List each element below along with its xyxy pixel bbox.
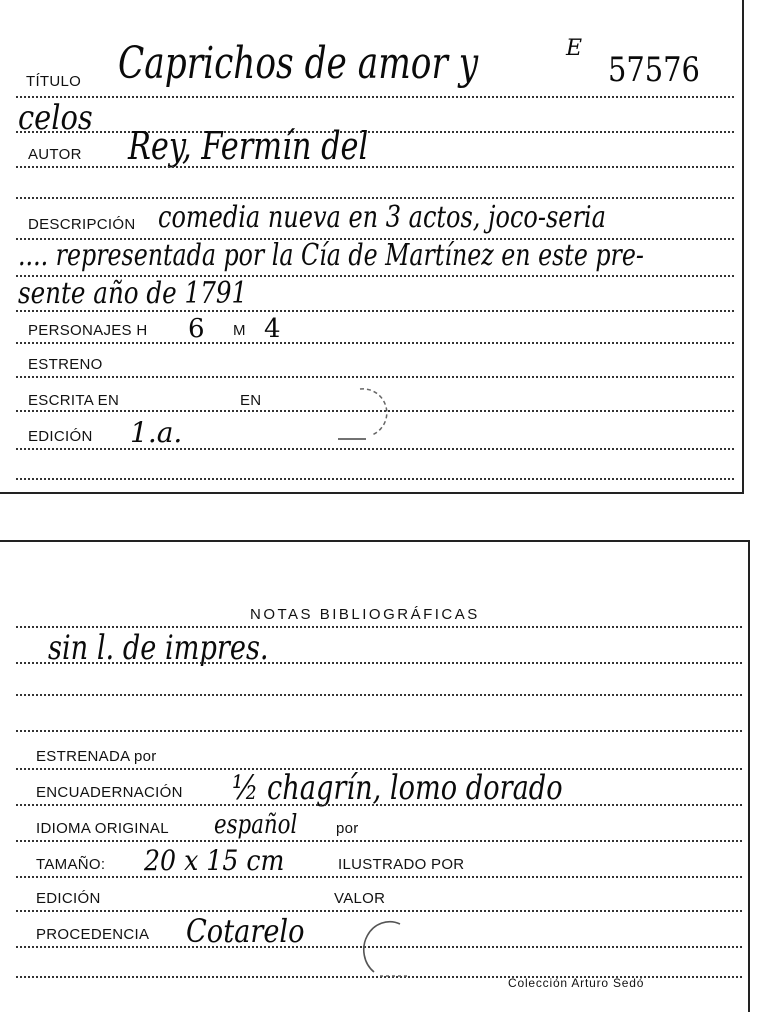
procedencia-value: Cotarelo [186,912,305,950]
edicion-value: 1.a. [130,416,183,449]
titulo-line [16,96,734,98]
tamano-value: 20 x 15 cm [144,844,285,877]
personajes-h-value: 6 [188,314,205,344]
catalog-number: 57576 [608,50,700,90]
notas-line-1 [16,662,742,664]
edicion-back-label: EDICIÓN [36,890,101,907]
encuadernacion-label: ENCUADERNACIÓN [36,784,183,801]
idioma-value: español [214,810,298,840]
personajes-m-label: M [233,322,246,339]
autor-line [16,166,734,168]
titulo-label: TÍTULO [26,73,82,90]
catalog-card-back [0,540,750,1012]
blank-line-1 [16,197,734,199]
personajes-label: PERSONAJES H [28,322,148,339]
autor-label: AUTOR [28,146,82,163]
catalog-card-front [0,0,744,494]
stamp-mark [330,385,390,445]
collection-label: Colección Arturo Sedó [508,976,645,990]
personajes-line [16,342,734,344]
estrenada-label: ESTRENADA por [36,748,157,765]
autor-value: Rey, Fermín del [128,124,369,168]
edicion-label: EDICIÓN [28,428,93,445]
titulo-value: Caprichos de amor y [118,38,479,89]
ilustrado-label: ILUSTRADO POR [338,856,465,873]
estreno-label: ESTRENO [28,356,103,373]
tamano-label: TAMAÑO: [36,856,106,873]
notas-value: sin l. de impres. [48,628,269,668]
escrita-label: ESCRITA EN [28,392,120,409]
descripcion-line-2: .... representada por la Cía de Martínez en este pre- [18,238,644,273]
edicion-back-line [16,910,742,912]
descripcion-line-3: sente año de 1791 [18,276,248,311]
descripcion-line-c [16,310,734,312]
descripcion-line-1: comedia nueva en 3 actos, joco-seria [158,200,606,235]
encuadernacion-value: ½ chagrín, lomo dorado [232,768,563,808]
descripcion-label: DESCRIPCIÓN [28,216,136,233]
estreno-line [16,376,734,378]
titulo-value-continued: celos [18,98,93,138]
escrita-en-label: EN [240,392,262,409]
blank-line-2 [16,478,734,480]
notas-line-3 [16,730,742,732]
edicion-line [16,448,734,450]
encuadernacion-line [16,804,742,806]
procedencia-label: PROCEDENCIA [36,926,150,943]
titulo-superscript: E [566,36,583,61]
idioma-por-label: por [336,820,359,837]
personajes-m-value: 4 [264,314,281,344]
notas-line-2 [16,694,742,696]
tamano-line [16,876,742,878]
titulo-line-2 [16,131,734,133]
notas-heading: NOTAS BIBLIOGRÁFICAS [250,606,480,623]
idioma-label: IDIOMA ORIGINAL [36,820,169,837]
stamp-mark-back [360,920,420,984]
idioma-line [16,840,742,842]
valor-label: VALOR [334,890,386,907]
